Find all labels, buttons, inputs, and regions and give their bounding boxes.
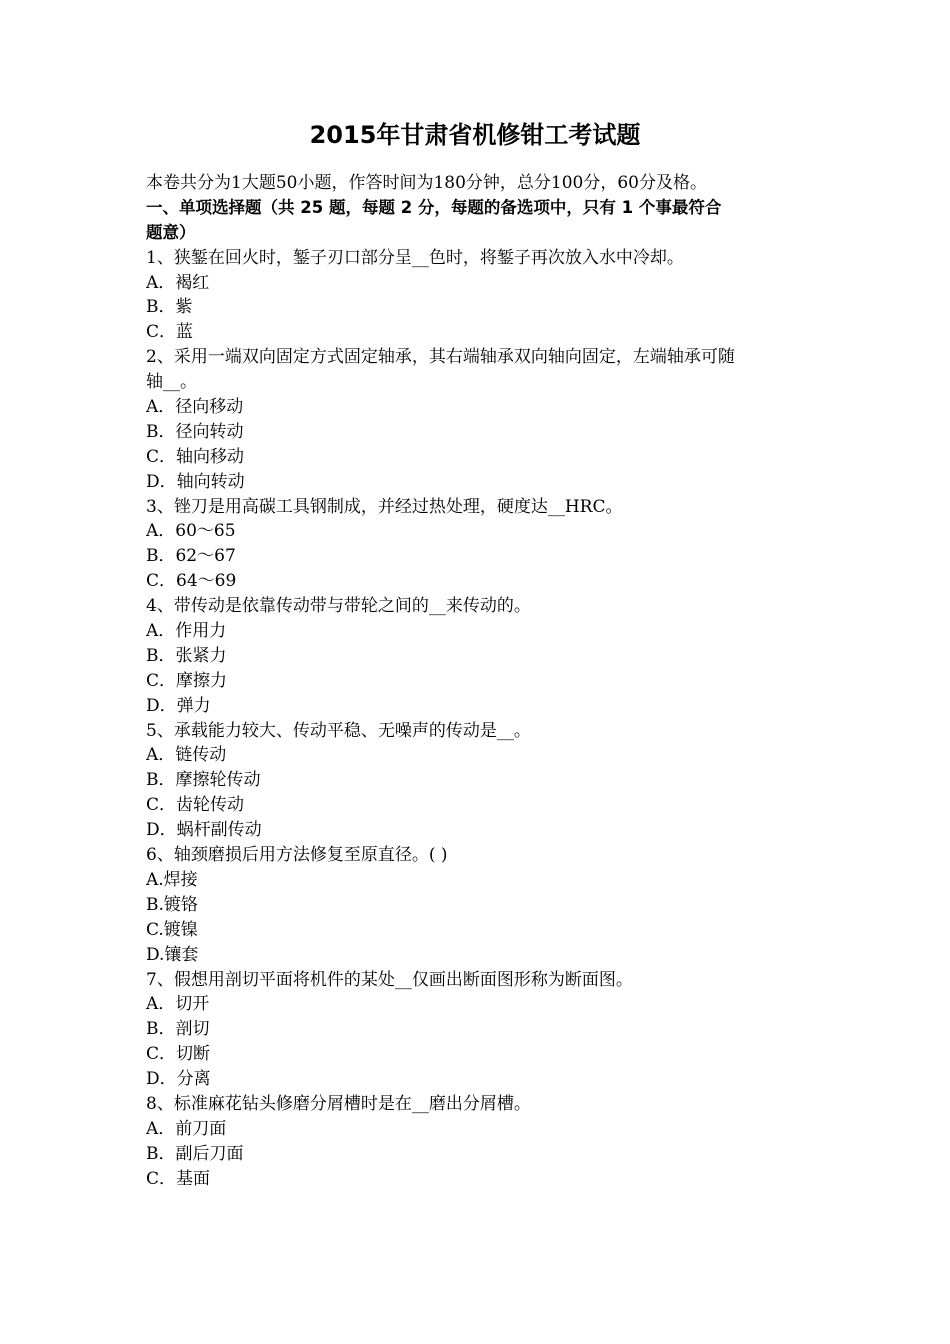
answer-option: A．褐红 xyxy=(146,272,210,293)
answer-option: C．切断 xyxy=(146,1044,211,1065)
question-text: 2、采用一端双向固定方式固定轴承，其右端轴承双向轴向固定，左端轴承可随 xyxy=(146,347,735,368)
question-item xyxy=(146,246,810,346)
document-body xyxy=(146,171,810,1192)
answer-option: A．作用力 xyxy=(146,621,227,642)
question-item xyxy=(146,843,810,967)
question-item xyxy=(146,968,810,1092)
answer-option: B．张紧力 xyxy=(146,645,227,666)
answer-option: C．基面 xyxy=(146,1168,211,1189)
answer-option: B．剖切 xyxy=(146,1019,210,1040)
question-list xyxy=(146,246,810,1192)
answer-option: B．62～67 xyxy=(146,546,236,567)
answer-option: A．切开 xyxy=(146,994,210,1015)
question-text: 1、狭錾在回火时，錾子刃口部分呈__色时，将錾子再次放入水中冷却。 xyxy=(146,247,684,268)
answer-option: C.镀镍 xyxy=(146,919,198,940)
intro-text: 本卷共分为1大题50小题，作答时间为180分钟，总分100分，60分及格。 xyxy=(146,173,707,193)
section-heading-line-1: 一、单项选择题（共 25 题，每题 2 分，每题的备选项中，只有 1 个事最符合 xyxy=(146,197,722,217)
answer-option: A.焊接 xyxy=(146,869,198,890)
answer-option: C．64～69 xyxy=(146,571,237,592)
answer-option: B．径向转动 xyxy=(146,421,244,442)
question-item xyxy=(146,594,810,718)
section-heading-line-2: 题意） xyxy=(146,222,196,242)
answer-option: C．齿轮传动 xyxy=(146,795,245,816)
page-title: 2015年甘肃省机修钳工考试题 xyxy=(309,121,641,149)
question-item xyxy=(146,345,810,494)
question-text: 4、带传动是依靠传动带与带轮之间的__来传动的。 xyxy=(146,596,531,617)
answer-option: A．前刀面 xyxy=(146,1118,227,1139)
question-text: 8、标准麻花钻头修磨分屑槽时是在__磨出分屑槽。 xyxy=(146,1093,531,1114)
question-text: 3、锉刀是用高碳工具钢制成，并经过热处理，硬度达__HRC。 xyxy=(146,496,623,517)
question-item xyxy=(146,719,810,843)
question-text: 7、假想用剖切平面将机件的某处__仅画出断面图形称为断面图。 xyxy=(146,969,633,990)
answer-option: C．蓝 xyxy=(146,322,194,343)
answer-option: A．60～65 xyxy=(146,521,236,542)
question-text: 6、轴颈磨损后用方法修复至原直径。( ) xyxy=(146,845,448,866)
answer-option: B．摩擦轮传动 xyxy=(146,770,261,791)
answer-option: B．紫 xyxy=(146,297,193,318)
answer-option: C．摩擦力 xyxy=(146,670,228,691)
answer-option: B．副后刀面 xyxy=(146,1143,244,1164)
answer-option: D.镶套 xyxy=(146,944,199,965)
answer-option: D．分离 xyxy=(146,1069,211,1090)
question-text: 5、承载能力较大、传动平稳、无噪声的传动是__。 xyxy=(146,720,531,741)
answer-option: D．弹力 xyxy=(146,695,211,716)
answer-option: D．蜗杆副传动 xyxy=(146,820,262,841)
question-item xyxy=(146,1092,810,1192)
question-item xyxy=(146,495,810,595)
question-text: 轴__。 xyxy=(146,372,197,393)
answer-option: C．轴向移动 xyxy=(146,446,245,467)
answer-option: D．轴向转动 xyxy=(146,471,245,492)
answer-option: B.镀铬 xyxy=(146,894,198,915)
answer-option: A．径向移动 xyxy=(146,397,244,418)
answer-option: A．链传动 xyxy=(146,745,227,766)
